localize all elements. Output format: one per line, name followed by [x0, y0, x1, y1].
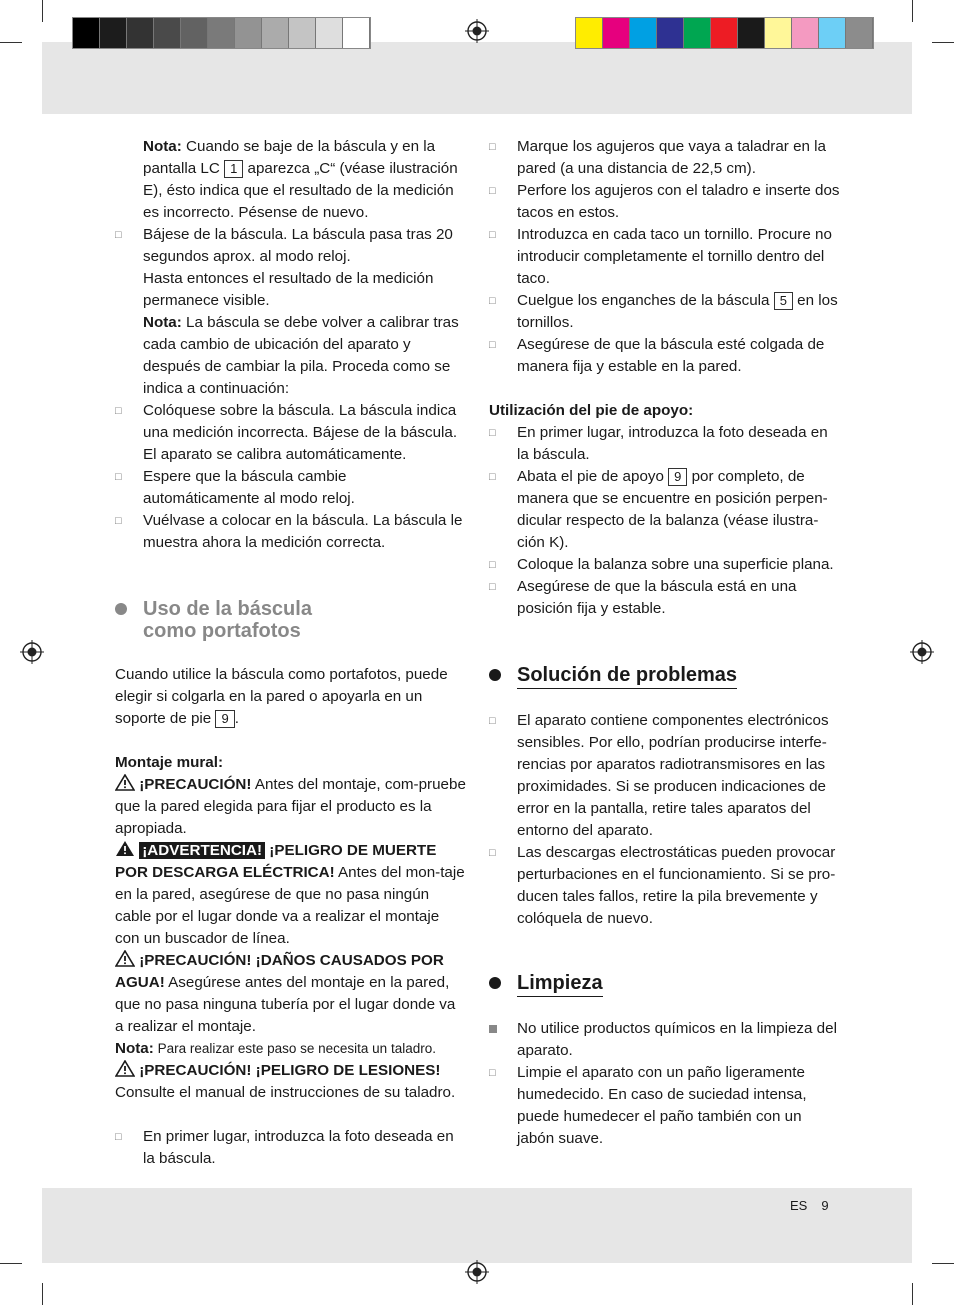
checkbox-bullet-icon: □: [489, 427, 496, 439]
color-swatch: [711, 18, 738, 48]
ref-number: 9: [668, 468, 687, 486]
warning-paragraph: ¡PRECAUCIÓN! Antes del montaje, com-pruebe que la pared elegida para fijar el producto es la apropiada.: [115, 776, 466, 837]
list-item: □ Perfore los agujeros con el taladro e inserte dos tacos en estos.: [489, 182, 840, 221]
page-footer: [790, 1198, 843, 1213]
crop-mark: [912, 1283, 913, 1305]
warning-triangle-icon: [115, 774, 135, 791]
color-swatch: [73, 18, 100, 48]
list-item: □ En primer lugar, introduzca la foto deseada en la báscula.: [489, 424, 828, 463]
color-swatch: [208, 18, 235, 48]
process-color-bar: [575, 17, 874, 49]
language-code: ES: [790, 1198, 808, 1213]
checkbox-bullet-icon: □: [489, 847, 496, 859]
warning-paragraph: ¡PRECAUCIÓN! ¡PELIGRO DE LESIONES!: [115, 1060, 467, 1082]
list-item: □ Vuélvase a colocar en la báscula. La báscula le muestra ahora la medición correcta.: [115, 512, 463, 551]
filled-square-bullet-icon: [489, 1025, 497, 1033]
ref-number: 9: [215, 710, 234, 728]
checkbox-bullet-icon: □: [489, 295, 496, 307]
list-item: □ Colóquese sobre la báscula. La báscula indica una medición incorrecta. Bájese de la báscula. El aparato se calibra automáticamente.: [115, 402, 458, 463]
list-item: □ Abata el pie de apoyo 9 por completo, de manera que se encuentre en posición perpen-dicular respecto de la balanza (véase ilustra-ción K).: [489, 468, 828, 551]
advertencia-badge: ¡ADVERTENCIA!: [139, 842, 265, 859]
color-swatch: [765, 18, 792, 48]
subheading-pie-de-apoyo: Utilización del pie de apoyo:: [489, 402, 694, 419]
warning-triangle-icon: [115, 950, 135, 967]
list-item: □ Espere que la báscula cambie automáticamente al modo reloj.: [115, 468, 355, 507]
list-item: □ Bájese de la báscula. La báscula pasa tras 20 segundos aprox. al modo reloj. Hasta entonces el resultado de la medición permanece visible. Nota: La báscula se debe volver a calibrar tras cada cambio de ubicación del aparato y después de cambiar la pila. Proceda como se indica a continuación:: [115, 226, 459, 397]
checkbox-bullet-icon: □: [489, 229, 496, 241]
warning-triangle-icon: [115, 840, 135, 857]
list-item: □ En primer lugar, introduzca la foto deseada en la báscula.: [115, 1128, 454, 1167]
list-item: □ Asegúrese de que la báscula esté colgada de manera fija y estable en la pared.: [489, 336, 825, 375]
checkbox-bullet-icon: □: [489, 559, 496, 571]
list-item: □ El aparato contiene componentes electrónicos sensibles. Por ello, podrían producirse interfe-rencias por aparatos radiotransmisores en las proximidades. Si se producen indicaciones de error en la pantalla, retire tales aparatos del entorno del aparato.: [489, 712, 829, 839]
list-item: □ Asegúrese de que la báscula está en una posición fija y estable.: [489, 578, 797, 617]
crop-mark: [42, 1283, 43, 1305]
color-swatch: [819, 18, 846, 48]
color-swatch: [100, 18, 127, 48]
top-band: [42, 42, 912, 114]
crop-mark: [0, 1263, 22, 1264]
crop-mark: [42, 0, 43, 22]
list-item: □ Marque los agujeros que vaya a taladrar en la pared (a una distancia de 22,5 cm).: [489, 138, 827, 177]
checkbox-bullet-icon: □: [489, 339, 496, 351]
color-swatch: [738, 18, 765, 48]
note-paragraph: Nota: Cuando se baje de la báscula y en la pantalla LC 1 aparezca „C“ (véase ilustración E), ésto indica que el resultado de la medición es incorrecto. Pésense de nuevo.: [143, 138, 458, 221]
ref-number: 1: [224, 160, 243, 178]
bullet-dot-icon: [489, 669, 501, 681]
intro-paragraph: Cuando utilice la báscula como portafotos, puede elegir si colgarla en la pared o apoyarla en un soporte de pie 9 .: [115, 666, 448, 727]
warning-triangle-icon: [115, 1060, 135, 1077]
right-column: [489, 136, 841, 1150]
checkbox-bullet-icon: □: [489, 715, 496, 727]
checkbox-bullet-icon: □: [115, 1131, 122, 1143]
color-swatch: [846, 18, 873, 48]
checkbox-bullet-icon: □: [489, 185, 496, 197]
section-heading-portafotos: Uso de la báscula como portafotos: [115, 598, 467, 642]
registration-mark-icon: [465, 1260, 489, 1284]
checkbox-bullet-icon: □: [115, 229, 122, 241]
registration-mark-icon: [465, 19, 489, 43]
color-swatch: [657, 18, 684, 48]
color-swatch: [603, 18, 630, 48]
color-swatch: [630, 18, 657, 48]
crop-mark: [912, 0, 913, 22]
list-item: □ Coloque la balanza sobre una superficie plana.: [489, 554, 841, 576]
checkbox-bullet-icon: □: [115, 471, 122, 483]
crop-mark: [932, 1263, 954, 1264]
color-swatch: [684, 18, 711, 48]
color-swatch: [289, 18, 316, 48]
color-swatch: [576, 18, 603, 48]
left-column: Nota: Cuando se baje de la báscula y en la pantalla LC 1 aparezca „C“ (véase ilustración E), ésto indica que el resultado de la medición es incorrecto. Pésense de nuevo. □ Bájese de la báscula. La báscula pasa tras 20 segundos aprox. al modo reloj. Hasta entonces el resultado de la medición permanece visible. Nota: La báscula se debe volver a calibrar tras cada cambio de ubicación del aparato y después de cambiar la pila. Proceda como se indica a continuación: □ Colóquese sobre la báscula. La báscula indica una medición incorrecta. Bájese de la báscula. El aparato se calibra automáticamente. □ Espere que la báscula cambie automáticamente al modo reloj. □ Vuélvase a colocar en la báscula. La báscula le muestra ahora la medición correcta. Uso de la báscula como portafotos Cuando utilice la báscula como portafotos, puede elegir si colgarla en la pared o apoyarla en un soporte de pie 9 . Montaje mural: ¡PRECAUCIÓN! Antes del montaje, com-pruebe que la pared elegida para fijar el producto es la apropiada. ¡ADVERTENCIA! ¡PELIGRO DE MUERTE POR DESCARGA ELÉCTRICA! Antes del mon-taje en la pared, asegúrese de que no pasa ningún cable por el lugar donde va a realizar el montaje con un buscador de línea. ¡PRECAUCIÓN! ¡DAÑOS CAUSADOS POR AGUA! Asegúrese antes del montaje en la pared, que no pasa ninguna tubería por el lugar donde va a realizar el montaje. Nota: Para realizar este paso se necesita un taladro. ¡PRECAUCIÓN! ¡PELIGRO DE LESIONES! Consulte el manual de instrucciones de su taladro. □ En primer lugar, introduzca la foto deseada en la báscula.: [115, 136, 467, 1170]
color-swatch: [154, 18, 181, 48]
checkbox-bullet-icon: □: [489, 471, 496, 483]
list-item: No utilice productos químicos en la limpieza del aparato.: [489, 1018, 841, 1062]
ref-number: 5: [774, 292, 793, 310]
bullet-dot-icon: [115, 603, 127, 615]
bottom-band: [42, 1188, 912, 1263]
warning-paragraph: ¡PRECAUCIÓN! ¡DAÑOS CAUSADOS POR AGUA! Asegúrese antes del montaje en la pared, que no pasa ninguna tubería por el lugar donde va a realizar el montaje.: [115, 952, 456, 1035]
registration-mark-icon: [20, 640, 44, 664]
color-swatch: [262, 18, 289, 48]
registration-mark-icon: [910, 640, 934, 664]
checkbox-bullet-icon: □: [489, 1067, 496, 1079]
bullet-dot-icon: [489, 977, 501, 989]
checkbox-bullet-icon: □: [489, 581, 496, 593]
list-item: □ Cuelgue los enganches de la báscula 5 en los tornillos.: [489, 292, 838, 331]
crop-mark: [932, 42, 954, 43]
grayscale-color-bar: [72, 17, 371, 49]
crop-mark: [0, 42, 22, 43]
section-heading-limpieza: Limpieza: [489, 972, 841, 994]
color-swatch: [792, 18, 819, 48]
section-heading-solucion: Solución de problemas: [489, 664, 841, 686]
list-item: □ Limpie el aparato con un paño ligeramente humedecido. En caso de suciedad intensa, puede humedecer el paño también con un jabón suave.: [489, 1064, 807, 1147]
checkbox-bullet-icon: □: [489, 141, 496, 153]
color-swatch: [181, 18, 208, 48]
list-item: □ Las descargas electrostáticas pueden provocar perturbaciones en el funcionamiento. Si se pro-ducen tales fallos, retire la pila brevemente y colóquela de nuevo.: [489, 844, 836, 927]
list-item: □ Introduzca en cada taco un tornillo. Procure no introducir completamente el tornillo dentro del taco.: [489, 226, 832, 287]
color-swatch: [316, 18, 343, 48]
subheading-montaje: Montaje mural:: [115, 754, 224, 771]
checkbox-bullet-icon: □: [115, 515, 122, 527]
color-swatch: [127, 18, 154, 48]
page-number: 9: [821, 1198, 829, 1213]
note-paragraph: Nota: Para realizar este paso se necesita un taladro.: [115, 1040, 436, 1057]
checkbox-bullet-icon: □: [115, 405, 122, 417]
color-swatch: [235, 18, 262, 48]
color-swatch: [343, 18, 370, 48]
warning-paragraph: ¡ADVERTENCIA! ¡PELIGRO DE MUERTE POR DESCARGA ELÉCTRICA! Antes del mon-taje en la pared, asegúrese de que no pasa ningún cable por el lugar donde va a realizar el montaje con un buscador de línea.: [115, 842, 465, 947]
